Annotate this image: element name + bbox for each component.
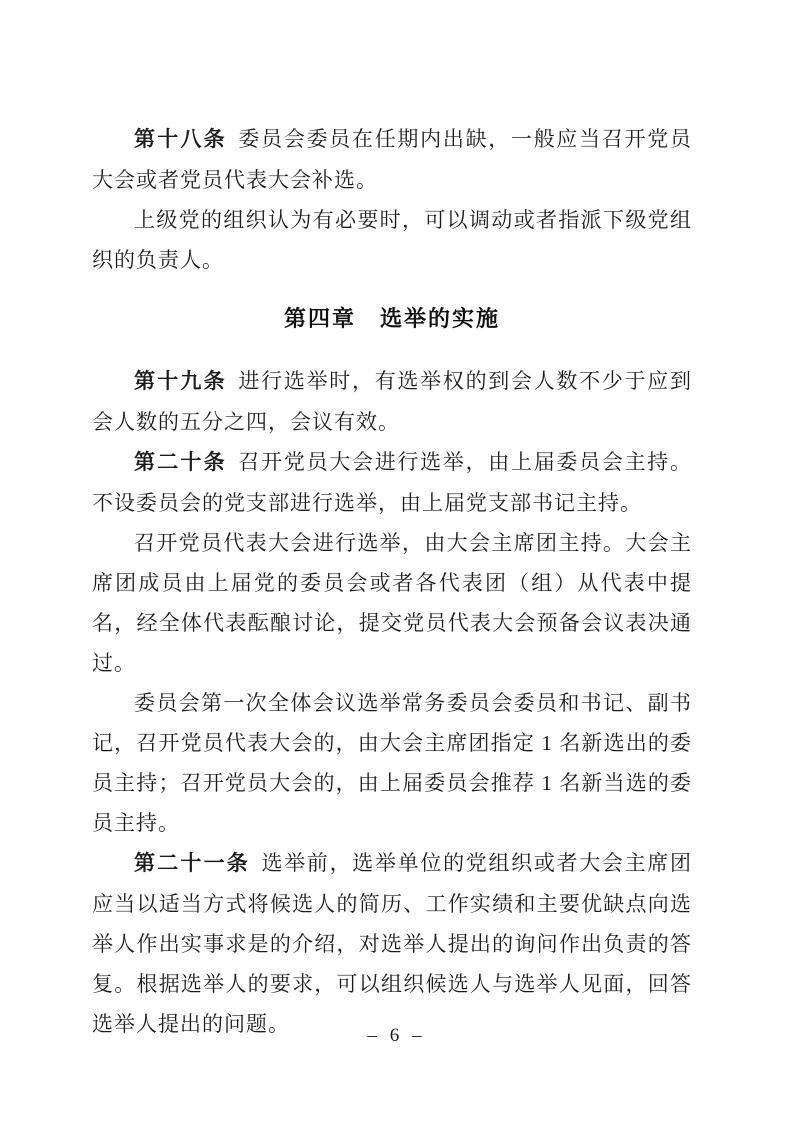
article-21-number: 第二十一条: [134, 852, 250, 875]
page-footer: [0, 1024, 793, 1048]
page-number: – 6 –: [367, 1025, 426, 1046]
paragraph-article-20-clause-3: [92, 683, 692, 843]
paragraph-article-18: [92, 119, 692, 200]
article-19-number: 第十九条: [134, 370, 227, 393]
article-20-clause-3-text: 委员会第一次全体会议选举常务委员会委员和书记、副书记，召开党员代表大会的，由大会主席团指定 1 名新选出的委员主持；召开党员大会的，由上届委员会推荐 1 名新当选的委员主持。: [92, 691, 692, 835]
chapter-heading: 第四章 选举的实施: [283, 306, 500, 331]
article-20-number: 第二十条: [134, 451, 227, 474]
article-19-text: 进行选举时，有选举权的到会人数不少于应到会人数的五分之四，会议有效。: [92, 369, 693, 434]
article-21-text: 选举前，选举单位的党组织或者大会主席团应当以适当方式将候选人的简历、工作实绩和主要优缺点向选举人作出实事求是的介绍，对选举人提出的询问作出负责的答复。根据选举人的要求，可以组织候选人与选举人见面，回答选举人提出的问题。: [92, 851, 692, 1036]
paragraph-article-20: [92, 442, 692, 523]
article-20-clause-2-text: 召开党员代表大会进行选举，由大会主席团主持。大会主席团成员由上届党的委员会或者各代表团（组）从代表中提名，经全体代表酝酿讨论，提交党员代表大会预备会议表决通过。: [92, 531, 692, 675]
document-body: [92, 119, 692, 1044]
paragraph-article-21: [92, 843, 692, 1044]
paragraph-article-20-clause-2: [92, 523, 692, 683]
article-18-number: 第十八条: [134, 128, 227, 151]
article-18-text: 委员会委员在任期内出缺，一般应当召开党员大会或者党员代表大会补选。: [92, 127, 693, 192]
article-18-continued-text: 上级党的组织认为有必要时，可以调动或者指派下级党组织的负责人。: [92, 208, 692, 272]
paragraph-article-18-continued: [92, 200, 692, 280]
article-20-text: 召开党员大会进行选举，由上届委员会主持。不设委员会的党支部进行选举，由上届党支部书记主持。: [92, 450, 693, 515]
paragraph-article-19: [92, 361, 692, 442]
